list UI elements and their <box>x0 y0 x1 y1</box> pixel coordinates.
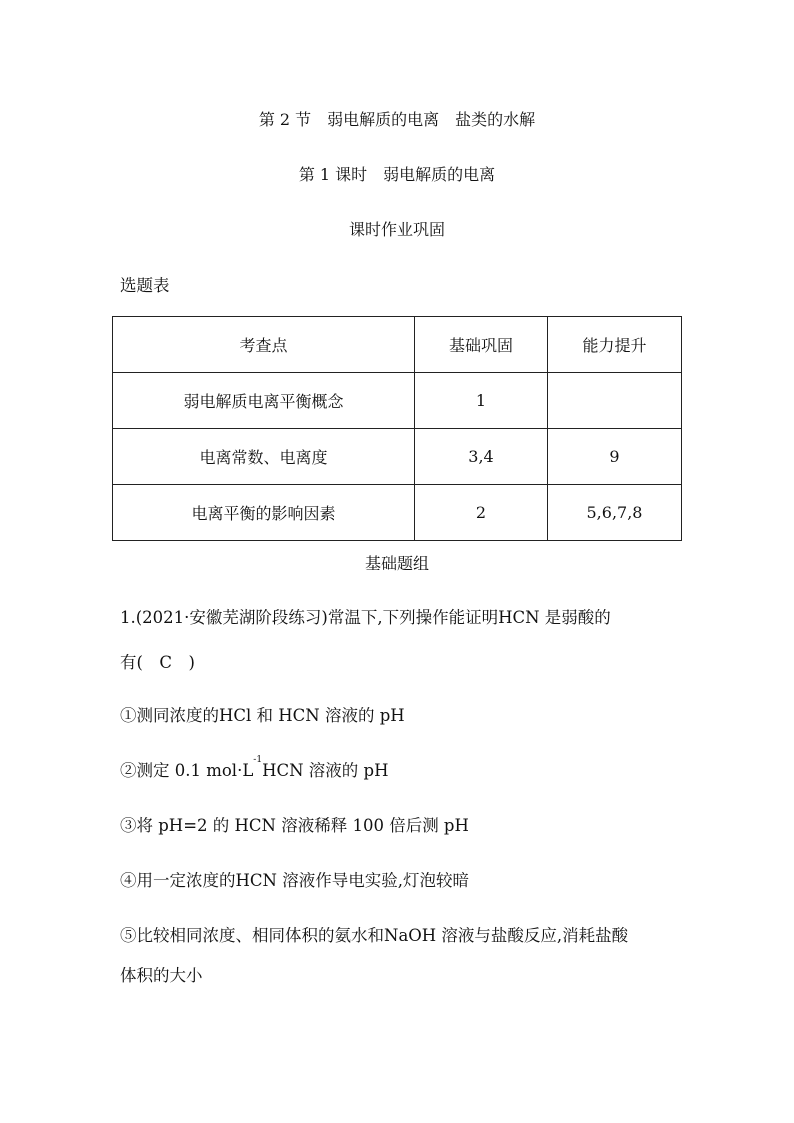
table-cell: 9 <box>548 429 682 485</box>
lesson-title: 第 1 课时 弱电解质的电离 <box>298 165 496 184</box>
table-label: 选题表 <box>120 276 170 295</box>
table-row <box>113 373 682 429</box>
table-cell: 电离常数、电离度 <box>113 429 415 485</box>
table-cell: 5,6,7,8 <box>548 485 682 541</box>
column-header: 能力提升 <box>548 317 682 373</box>
question-stem-line2: 有( C ) <box>120 653 195 672</box>
table-cell <box>548 373 682 429</box>
option-2-text-rest: HCN 溶液的 pH <box>262 761 389 780</box>
group-title: 基础题组 <box>364 554 429 573</box>
option-2-text: ②测定 0.1 mol·L <box>120 761 254 780</box>
option-3: ③将 pH=2 的 HCN 溶液稀释 100 倍后测 pH <box>120 816 469 835</box>
table-cell: 电离平衡的影响因素 <box>113 485 415 541</box>
column-header: 考查点 <box>113 317 415 373</box>
option-1: ①测同浓度的HCl 和 HCN 溶液的 pH <box>120 706 405 725</box>
option-4: ④用一定浓度的HCN 溶液作导电实验,灯泡较暗 <box>120 871 469 890</box>
column-header: 基础巩固 <box>415 317 548 373</box>
table-cell: 弱电解质电离平衡概念 <box>113 373 415 429</box>
selection-table <box>112 316 682 541</box>
table-row <box>113 429 682 485</box>
table-row <box>113 485 682 541</box>
table-cell: 3,4 <box>415 429 548 485</box>
section-title: 第 2 节 弱电解质的电离 盐类的水解 <box>258 110 536 129</box>
superscript-exponent: -1 <box>253 755 263 765</box>
table-header-row <box>113 317 682 373</box>
table-cell: 2 <box>415 485 548 541</box>
table-cell: 1 <box>415 373 548 429</box>
question-stem-line1: 1.(2021·安徽芜湖阶段练习)常温下,下列操作能证明HCN 是弱酸的 <box>120 608 611 627</box>
option-5-line2: 体积的大小 <box>120 966 203 985</box>
option-5-line1: ⑤比较相同浓度、相同体积的氨水和NaOH 溶液与盐酸反应,消耗盐酸 <box>120 926 629 945</box>
part-title: 课时作业巩固 <box>348 220 445 239</box>
option-2 <box>120 757 388 781</box>
